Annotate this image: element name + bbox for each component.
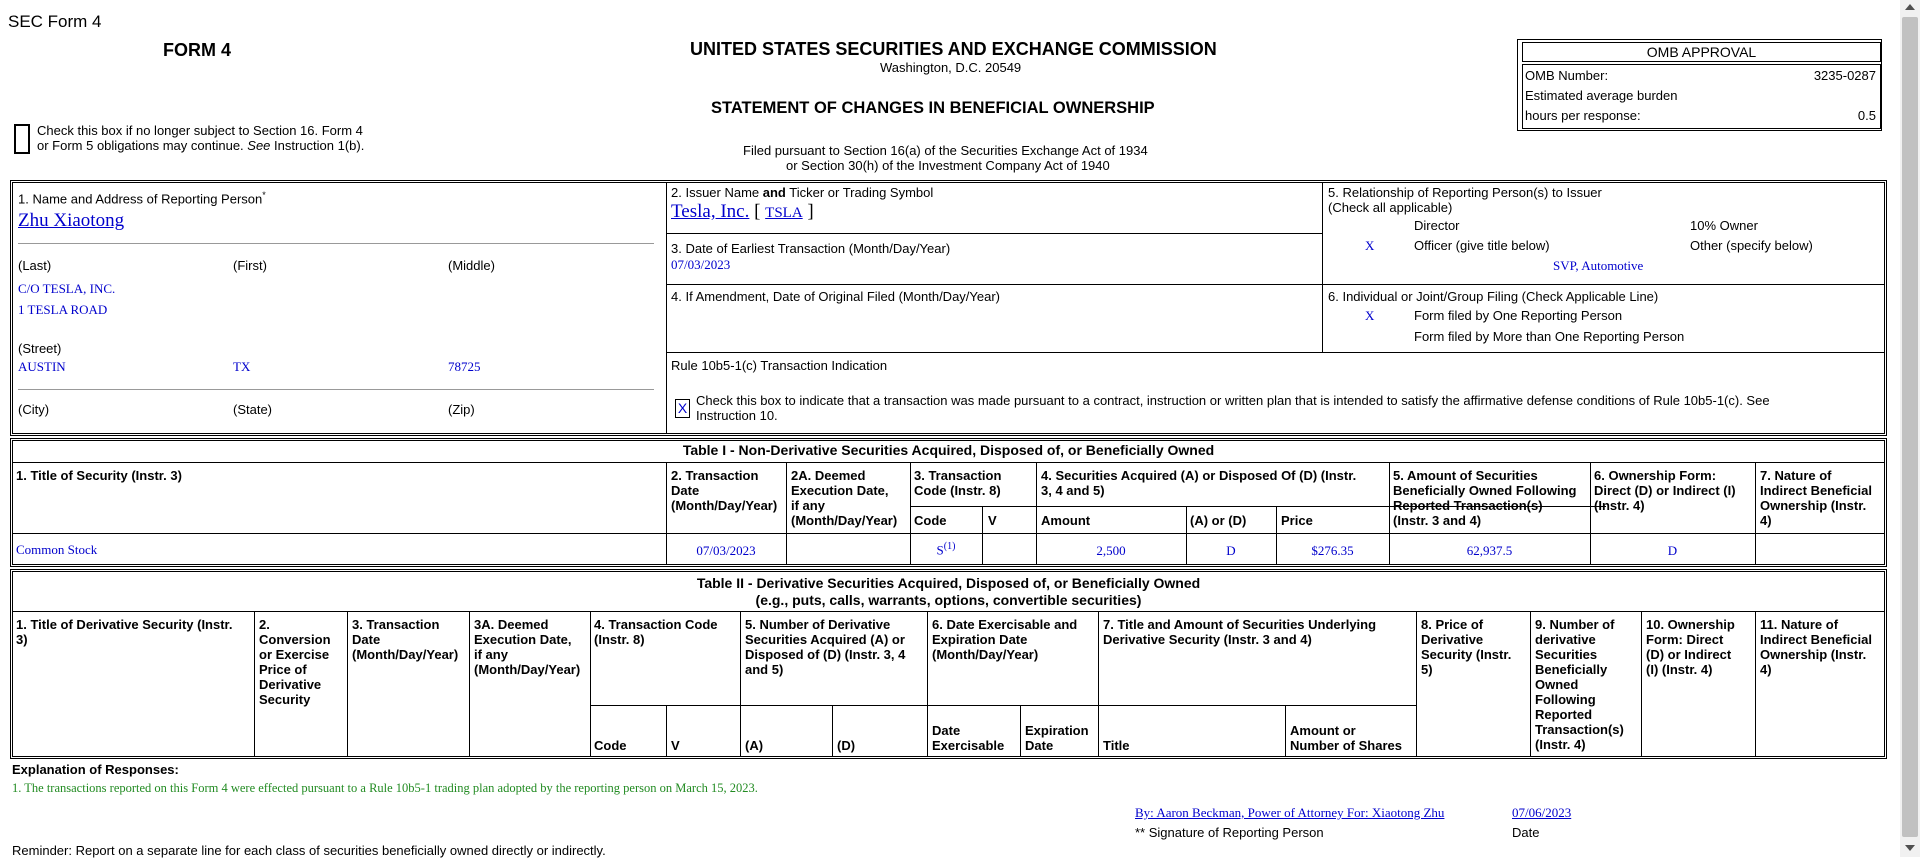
t1-col5-header: 5. Amount of Securities Beneficially Owned Following Reported Transaction(s) (Instr. 3 and 4) [1393, 468, 1577, 528]
t1-col4-header: 4. Securities Acquired (A) or Disposed Of (D) (Instr. 3, 4 and 5) [1041, 468, 1357, 498]
section16-text-line2: or Form 5 obligations may continue. See Instruction 1(b). [37, 138, 365, 153]
t2-col6-header: 6. Date Exercisable and Expiration Date (Month/Day/Year) [932, 617, 1078, 662]
signature-label: ** Signature of Reporting Person [1135, 825, 1324, 840]
t1-col2-header: 2. Transaction Date (Month/Day/Year) [671, 468, 778, 513]
scroll-up-icon[interactable] [1905, 4, 1915, 10]
t1-row-price: $276.35 [1311, 543, 1354, 558]
sec-form-label: SEC Form 4 [8, 12, 102, 31]
table1-title: Table I - Non-Derivative Securities Acquired, Disposed of, or Beneficially Owned [682, 442, 1215, 458]
t2-d-subheader: (D) [837, 738, 856, 753]
divider [1020, 705, 1021, 757]
divider [740, 611, 741, 757]
filed-pursuant-line1: Filed pursuant to Section 16(a) of the Securities Exchange Act of 1934 [743, 143, 1148, 158]
scrollbar-thumb[interactable] [1902, 17, 1918, 837]
box3-label: 3. Date of Earliest Transaction (Month/Day/Year) [671, 241, 951, 256]
t2-col10-header: 10. Ownership Form: Direct (D) or Indirect (I) (Instr. 4) [1646, 617, 1735, 677]
middle-label: (Middle) [448, 258, 495, 273]
scroll-down-icon[interactable] [1905, 845, 1915, 851]
divider [347, 611, 348, 757]
t2-amount-subheader: Amount or Number of Shares [1290, 723, 1402, 753]
agency-name: UNITED STATES SECURITIES AND EXCHANGE COMMISSION [690, 39, 1217, 59]
reporting-person-name[interactable]: Zhu Xiaotong [18, 210, 125, 231]
t1-row-ad: D [1226, 543, 1236, 558]
t2-col2-header: 2. Conversion or Exercise Price of Derivative Security [259, 617, 331, 707]
t2-expiration-subheader: Expiration Date [1025, 723, 1089, 753]
divider [1416, 611, 1417, 757]
table2-subtitle: (e.g., puts, calls, warrants, options, convertible securities) [755, 592, 1142, 608]
officer-label: Officer (give title below) [1414, 238, 1550, 253]
t1-col2a-header: 2A. Deemed Execution Date, if any (Month/Day/Year) [791, 468, 898, 528]
divider [666, 182, 667, 434]
first-label: (First) [233, 258, 267, 273]
divider [666, 233, 1322, 234]
section16-text-line1: Check this box if no longer subject to Section 16. Form 4 [37, 123, 363, 138]
last-label: (Last) [18, 258, 52, 273]
zip-value: 78725 [448, 359, 481, 374]
box2-label: 2. Issuer Name and Ticker or Trading Symbol [671, 185, 934, 200]
state-value: TX [233, 359, 251, 374]
agency-city: Washington, D.C. 20549 [880, 60, 1022, 75]
address-line1: C/O TESLA, INC. [18, 281, 116, 296]
t1-ad-subheader: (A) or (D) [1190, 513, 1247, 528]
divider [786, 462, 787, 565]
box6-label: 6. Individual or Joint/Group Filing (Check Applicable Line) [1328, 289, 1659, 304]
omb-number-value: 3235-0287 [1813, 68, 1876, 83]
director-label: Director [1414, 218, 1460, 233]
t2-col1-header: 1. Title of Derivative Security (Instr. 3) [16, 617, 233, 647]
city-label: (City) [18, 402, 50, 417]
divider [469, 611, 470, 757]
t2-code-subheader: Code [594, 738, 627, 753]
ticker-link[interactable]: TSLA [765, 205, 803, 221]
divider [12, 611, 1885, 612]
omb-number-label: OMB Number: [1525, 68, 1609, 83]
issuer-name-link[interactable]: Tesla, Inc. [671, 201, 750, 222]
officer-mark: X [1365, 238, 1375, 253]
ten-percent-owner-label: 10% Owner [1690, 218, 1758, 233]
one-person-label: Form filed by One Reporting Person [1414, 308, 1623, 323]
t1-row-form: D [1667, 543, 1678, 558]
omb-hours-label: hours per response: [1525, 108, 1641, 123]
divider [1530, 611, 1531, 757]
t2-date-exercisable-subheader: Date Exercisable [932, 723, 1005, 753]
divider [1098, 611, 1099, 757]
address-line2: 1 TESLA ROAD [18, 302, 108, 317]
divider [590, 611, 591, 757]
divider [12, 533, 1885, 534]
t1-v-subheader: V [988, 513, 997, 528]
divider [1285, 705, 1286, 757]
date-label: Date [1512, 825, 1540, 840]
divider [18, 389, 654, 390]
filed-pursuant-line2: or Section 30(h) of the Investment Company Act of 1940 [786, 158, 1110, 173]
divider [832, 705, 833, 757]
other-label: Other (specify below) [1690, 238, 1813, 253]
t1-col3-header: 3. Transaction Code (Instr. 8) [914, 468, 1002, 498]
explanation-label: Explanation of Responses: [12, 762, 179, 777]
divider [1755, 611, 1756, 757]
t1-row-amount: 2,500 [1096, 543, 1126, 558]
omb-hours-value: 0.5 [1857, 108, 1876, 123]
t1-row-security: Common Stock [16, 542, 98, 557]
footnote-1: 1. The transactions reported on this Form 4 were effected pursuant to a Rule 10b5-1 trading plan adopted by the reporting person on March 15, 2023. [12, 781, 758, 795]
box5-sublabel: (Check all applicable) [1328, 200, 1453, 215]
t2-col8-header: 8. Price of Derivative Security (Instr. 5) [1421, 617, 1512, 677]
t1-code-subheader: Code [914, 513, 947, 528]
signature-date[interactable]: 07/06/2023 [1512, 805, 1572, 820]
earliest-transaction-date: 07/03/2023 [671, 257, 731, 272]
divider [1322, 182, 1323, 352]
section16-checkbox[interactable] [14, 124, 30, 154]
t2-col5-header: 5. Number of Derivative Securities Acquired (A) or Disposed of (D) (Instr. 3, 4 and 5) [745, 617, 906, 677]
zip-label: (Zip) [448, 402, 475, 417]
rule-10b5-text1: Check this box to indicate that a transaction was made pursuant to a contract, instruction or written plan that is intended to satisfy the affirmative defense conditions of Rule 10b5-1(c). See [696, 393, 1770, 408]
t2-col9-header: 9. Number of derivative Securities Beneficially Owned Following Reported Transaction(s) (Instr. 4) [1535, 617, 1624, 752]
t1-col7-header: 7. Nature of Indirect Beneficial Ownership (Instr. 4) [1760, 468, 1872, 528]
t2-col4-header: 4. Transaction Code (Instr. 8) [594, 617, 718, 647]
t2-v-subheader: V [671, 738, 680, 753]
page-title: STATEMENT OF CHANGES IN BENEFICIAL OWNERSHIP [711, 99, 1155, 117]
t1-col1-header: 1. Title of Security (Instr. 3) [16, 468, 182, 483]
t2-title-subheader: Title [1103, 738, 1130, 753]
box1-label: 1. Name and Address of Reporting Person* [18, 190, 266, 207]
t1-row-owned: 62,937.5 [1466, 543, 1513, 558]
omb-burden-label: Estimated average burden [1525, 88, 1678, 103]
t2-col3-header: 3. Transaction Date (Month/Day/Year) [352, 617, 459, 662]
divider [1755, 462, 1756, 565]
t2-col11-header: 11. Nature of Indirect Beneficial Ownership (Instr. 4) [1760, 617, 1872, 677]
form-number: FORM 4 [163, 40, 232, 60]
t1-col6-header: 6. Ownership Form: Direct (D) or Indirect (I) (Instr. 4) [1594, 468, 1736, 513]
divider [12, 462, 1885, 463]
one-person-mark: X [1365, 308, 1375, 323]
box5-label: 5. Relationship of Reporting Person(s) to Issuer [1328, 185, 1602, 200]
divider [666, 352, 1885, 353]
officer-title: SVP, Automotive [1553, 258, 1644, 273]
t2-col7-header: 7. Title and Amount of Securities Underlying Derivative Security (Instr. 3 and 4) [1103, 617, 1377, 647]
issuer-line: Tesla, Inc. [ TSLA ] [671, 201, 814, 222]
street-label: (Street) [18, 341, 62, 356]
t2-a-subheader: (A) [745, 738, 764, 753]
t1-price-subheader: Price [1281, 513, 1313, 528]
divider [254, 611, 255, 757]
divider [18, 243, 654, 244]
t1-row-date: 07/03/2023 [696, 543, 756, 558]
rule-10b5-text2: Instruction 10. [696, 408, 778, 423]
t1-row-code: $S^{(1)}$ [936, 541, 956, 558]
t1-amount-subheader: Amount [1041, 513, 1091, 528]
divider [927, 611, 928, 757]
signature-link[interactable]: By: Aaron Beckman, Power of Attorney For: Xiaotong Zhu [1135, 805, 1445, 820]
footnote-1-link[interactable]: (1) [943, 541, 956, 552]
state-label: (State) [233, 402, 273, 417]
divider [1641, 611, 1642, 757]
rule-10b5-checkbox[interactable]: X [675, 399, 690, 418]
divider [982, 506, 983, 565]
t2-col3a-header: 3A. Deemed Execution Date, if any (Month/Day/Year) [474, 617, 581, 677]
divider [590, 705, 1416, 706]
reminder-text: Reminder: Report on a separate line for each class of securities beneficially owned directly or indirectly. [12, 843, 606, 858]
divider [666, 284, 1885, 285]
more-persons-label: Form filed by More than One Reporting Person [1414, 329, 1685, 344]
city-value: AUSTIN [18, 359, 66, 374]
rule-10b5-label: Rule 10b5-1(c) Transaction Indication [671, 358, 888, 373]
omb-title: OMB APPROVAL [1522, 42, 1881, 62]
box4-label: 4. If Amendment, Date of Original Filed (Month/Day/Year) [671, 289, 1001, 304]
divider [666, 705, 667, 757]
table2-title: Table II - Derivative Securities Acquired, Disposed of, or Beneficially Owned [696, 575, 1201, 591]
